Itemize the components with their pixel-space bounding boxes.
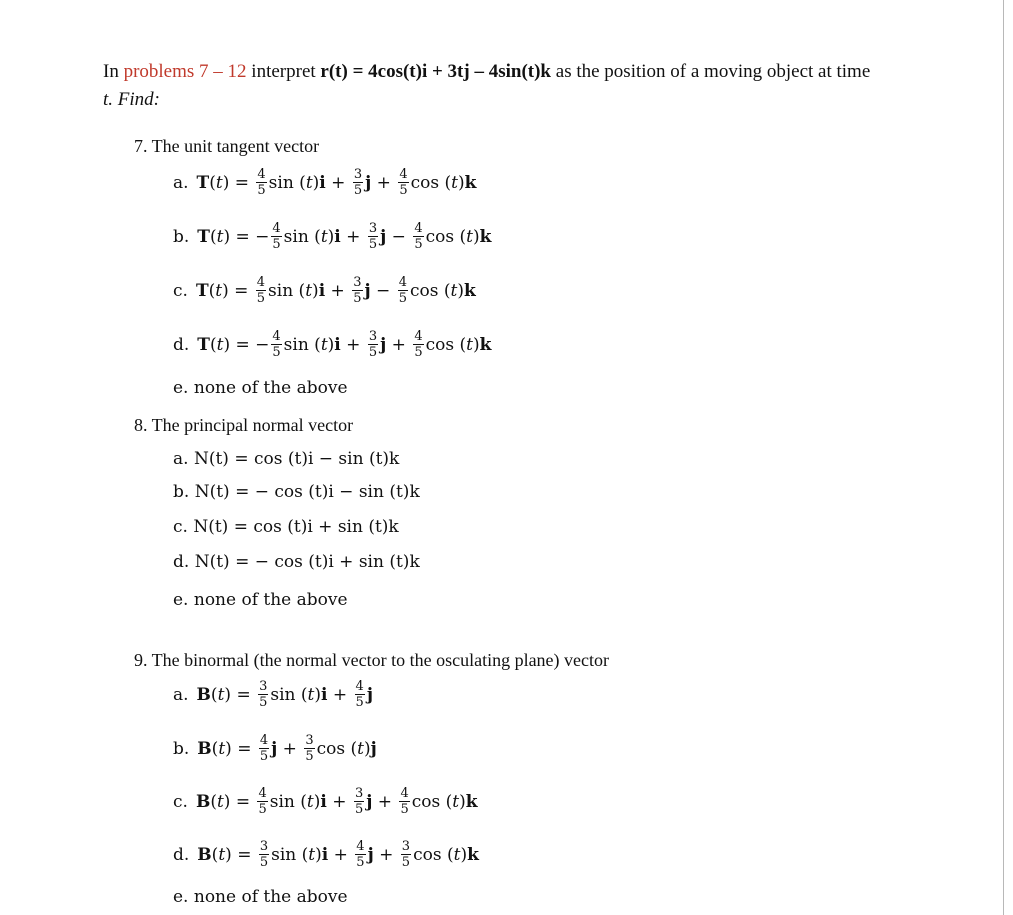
problem-intro [103, 58, 963, 114]
intro-text: interpret [246, 61, 321, 82]
q9-option-b[interactable]: b. B ( t ) = $\frac{4}{5}$ j + $\frac{3}{5}$ cos ( t ) j [173, 733, 377, 764]
q9-option-d[interactable]: d. B ( t ) = $\frac{3}{5}$ sin ( t ) i + $\frac{4}{5}$ j + $\frac{3}{5}$ cos ( t ) k [173, 839, 479, 870]
option-letter: a. [173, 172, 189, 193]
option-letter: b. [173, 738, 190, 759]
option-letter: a. [173, 684, 189, 705]
q8-option-b[interactable]: b. N(t) = − cos (t)i − sin (t)k [173, 482, 420, 502]
intro-prefix: In [103, 61, 124, 82]
q8-option-d[interactable]: d. N(t) = − cos (t)i + sin (t)k [173, 552, 420, 572]
problems-link[interactable]: problems 7 – 12 [123, 61, 247, 82]
q8-option-c[interactable]: c. N(t) = cos (t)i + sin (t)k [173, 517, 399, 537]
position-formula: r(t) = 4cos(t)i + 3tj – 4sin(t)k [320, 61, 552, 82]
q8-option-a[interactable]: a. N(t) = cos (t)i − sin (t)k [173, 449, 400, 469]
q7-option-e[interactable]: e. none of the above [173, 378, 348, 398]
q7-option-d[interactable]: d. T ( t ) = − $\frac{4}{5}$ sin ( t ) i + $\frac{3}{5}$ j + $\frac{4}{5}$ cos ( t ) k [173, 329, 492, 360]
q9-option-c[interactable]: c. B ( t ) = $\frac{4}{5}$ sin ( t ) i + $\frac{3}{5}$ j + $\frac{4}{5}$ cos ( t ) k [173, 786, 478, 817]
intro-text-2: as the position of a moving object at time [551, 61, 871, 82]
q7-option-c[interactable]: c. T ( t ) = $\frac{4}{5}$ sin ( t ) i + $\frac{3}{5}$ j − $\frac{4}{5}$ cos ( t ) k [173, 275, 476, 306]
q9-option-e[interactable]: e. none of the above [173, 887, 348, 907]
option-letter: d. [173, 844, 190, 865]
q8-option-e[interactable]: e. none of the above [173, 590, 348, 610]
q7-option-a[interactable]: a. T ( t ) = $\frac{4}{5}$ sin ( t ) i + $\frac{3}{5}$ j + $\frac{4}{5}$ cos ( t ) k [173, 167, 477, 198]
option-letter: c. [173, 280, 188, 301]
option-letter: d. [173, 334, 190, 355]
q9-option-a[interactable]: a. B ( t ) = $\frac{3}{5}$ sin ( t ) i + $\frac{4}{5}$ j [173, 679, 373, 710]
q7-option-b[interactable]: b. T ( t ) = − $\frac{4}{5}$ sin ( t ) i + $\frac{3}{5}$ j − $\frac{4}{5}$ cos ( t ) k [173, 221, 492, 252]
option-letter: b. [173, 226, 190, 247]
intro-find: t. Find: [103, 89, 160, 110]
option-letter: c. [173, 791, 188, 812]
question-8-stem: 8. The principal normal vector [134, 415, 354, 435]
question-7-stem: 7. The unit tangent vector [134, 136, 320, 156]
question-9-stem: 9. The binormal (the normal vector to the osculating plane) vector [134, 650, 610, 670]
page-edge [1003, 0, 1004, 915]
